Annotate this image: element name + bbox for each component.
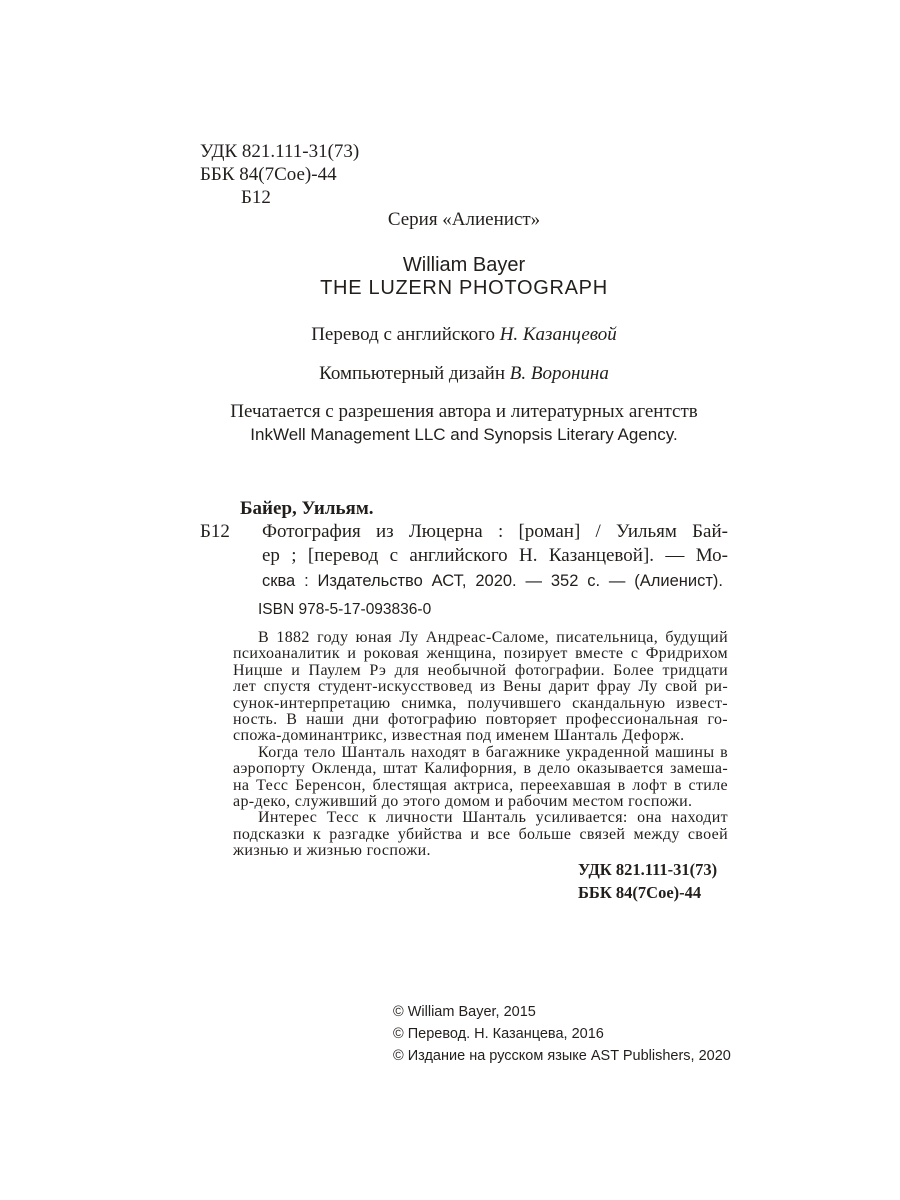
- series-title: Серия «Алиенист»: [387, 209, 541, 230]
- annotation-line: подсказки к разгадке убийства и все больше связей между своей: [233, 825, 728, 843]
- catalog-description-line: сква : Издательство АСТ, 2020. — 352 с. — (Алиенист).: [262, 572, 723, 590]
- design-credit: [200, 362, 728, 386]
- annotation-line: лет спустя студент-искусствовед из Вены дарит фрау Лу свой ри-: [233, 678, 728, 696]
- annotation-line: сунок-интерпретацию снимка, получившего скандальную извест-: [233, 694, 728, 712]
- annotation-line: ар-деко, служивший до этого домом и рабочим местом госпожи.: [233, 792, 693, 810]
- annotation-line: жизнью и жизнью госпожи.: [233, 842, 431, 860]
- udk-code: УДК 821.111-31(73): [200, 141, 360, 162]
- catalog-description-line: ер ; [перевод с английского Н. Казанцевой]. — Мо-: [262, 545, 728, 566]
- agency-line: InkWell Management LLC and Synopsis Literary Agency.: [250, 425, 678, 444]
- annotation-line: аэропорту Окленда, штат Калифорния, в дело оказывается замеша-: [233, 760, 728, 778]
- copyright-line: © Издание на русском языке AST Publishers, 2020: [393, 1048, 731, 1064]
- original-author: William Bayer: [402, 254, 526, 276]
- translation-credit: [200, 323, 728, 347]
- copyright-line: © Перевод. Н. Казанцева, 2016: [393, 1026, 604, 1042]
- annotation-line: В 1882 году юная Лу Андреас-Саломе, писательница, будущий: [258, 629, 728, 646]
- catalog-author-sign: Б12: [200, 521, 230, 542]
- permission-line: Печатается с разрешения автора и литературных агентств: [230, 401, 698, 422]
- annotation-line: на Тесс Беренсон, блестящая актриса, переехавшая в лофт в стиле: [233, 776, 728, 794]
- design-label: Компьютерный дизайн: [319, 363, 506, 384]
- annotation-line: Когда тело Шанталь находят в багажнике украденной машины в: [258, 743, 728, 761]
- author-sign: Б12: [241, 187, 271, 208]
- copyright-line: © William Bayer, 2015: [393, 1004, 536, 1020]
- annotation: [233, 630, 728, 859]
- translation-label: Перевод с английского: [311, 324, 495, 345]
- annotation-line: Ницше и Паулем Рэ для необычной фотографии. Более тридцати: [233, 661, 728, 679]
- catalog-description-line: Фотография из Люцерна : [роман] / Уильям Бай-: [262, 521, 728, 542]
- annotation-line: психоаналитик и роковая женщина, позирует вместе с Фридрихом: [233, 645, 728, 663]
- annotation-line: Интерес Тесс к личности Шанталь усиливается: она находит: [258, 809, 728, 827]
- catalog-udk-code: УДК 821.111-31(73): [578, 860, 718, 879]
- catalog-bbk-code: ББК 84(7Сое)-44: [578, 883, 702, 902]
- annotation-line: спожа-доминантрикс, известная под именем Шанталь Дефорж.: [233, 727, 685, 745]
- original-title: THE LUZERN PHOTOGRAPH: [320, 277, 608, 299]
- translator-name: Н. Казанцевой: [499, 324, 617, 345]
- annotation-line: ность. В наши дни фотографию повторяет профессиональная го-: [233, 710, 728, 728]
- designer-name: В. Воронина: [509, 363, 609, 384]
- catalog-heading: Байер, Уильям.: [240, 498, 374, 519]
- bbk-code: ББК 84(7Сое)-44: [200, 164, 337, 185]
- isbn: ISBN 978-5-17-093836-0: [258, 601, 432, 618]
